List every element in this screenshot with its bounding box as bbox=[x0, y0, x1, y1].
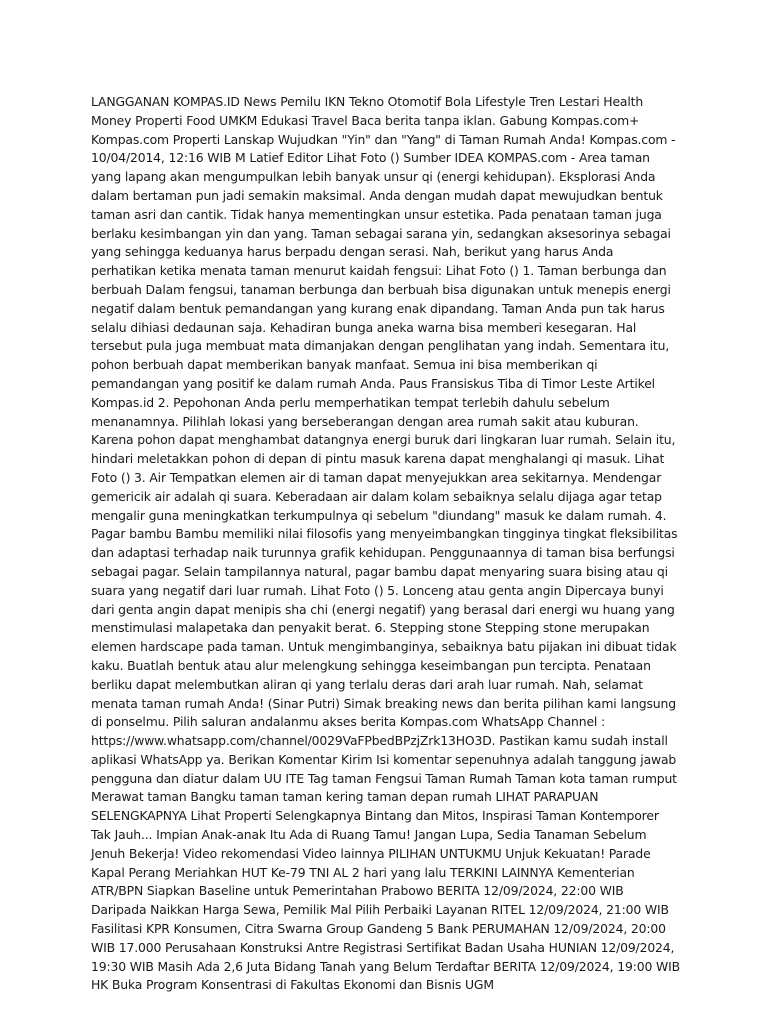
document-page bbox=[91, 93, 681, 995]
document-body-text: LANGGANAN KOMPAS.ID News Pemilu IKN Tekno Otomotif Bola Lifestyle Tren Lestari Health Money Properti Food UMKM Edukasi Travel Baca berita tanpa iklan. Gabung Kompas.com+ Kompas.com Properti Lanskap Wujudkan "Yin" dan "Yang" di Taman Rumah Anda! Kompas.com - 10/04/2014, 12:16 WIB M Latief Editor Lihat Foto () Sumber IDEA KOMPAS.com - Area taman yang lapang akan mengumpulkan lebih banyak unsur qi (energi kehidupan). Eksplorasi Anda dalam bertaman pun jadi semakin maksimal. Anda dengan mudah dapat mewujudkan bentuk taman asri dan cantik. Tidak hanya mementingkan unsur estetika. Pada penataan taman juga berlaku kesimbangan yin dan yang. Taman sebagai sarana yin, sedangkan aksesorinya sebagai yang sehingga keduanya harus berpadu dengan serasi. Nah, berikut yang harus Anda perhatikan ketika menata taman menurut kaidah fengsui: Lihat Foto () 1. Taman berbunga dan berbuah Dalam fengsui, tanaman berbunga dan berbuah bisa digunakan untuk menepis energi negatif dalam bentuk pemandangan yang kurang enak dipandang. Taman Anda pun tak harus selalu dihiasi dedaunan saja. Kehadiran bunga aneka warna bisa memberi kesegaran. Hal tersebut pula juga membuat mata dimanjakan dengan penglihatan yang indah. Sementara itu, pohon berbuah dapat memberikan banyak manfaat. Semua ini bisa memberikan qi pemandangan yang positif ke dalam rumah Anda. Paus Fransiskus Tiba di Timor Leste Artikel Kompas.id 2. Pepohonan Anda perlu memperhatikan tempat terlebih dahulu sebelum menanamnya. Pilihlah lokasi yang berseberangan dengan area rumah sakit atau kuburan. Karena pohon dapat menghambat datangnya energi buruk dari lingkaran luar rumah. Selain itu, hindari meletakkan pohon di depan di pintu masuk karena dapat menghalangi qi masuk. Lihat Foto () 3. Air Tempatkan elemen air di taman dapat menyejukkan area sekitarnya. Mendengar gemericik air adalah qi suara. Keberadaan air dalam kolam sebaiknya selalu dijaga agar tetap mengalir guna meningkatkan terkumpulnya qi sebelum "diundang" masuk ke dalam rumah. 4. Pagar bambu Bambu memiliki nilai filosofis yang menyeimbangkan tingginya tingkat fleksibilitas dan adaptasi terhadap naik turunnya grafik kehidupan. Penggunaannya di taman bisa berfungsi sebagai pagar. Selain tampilannya natural, pagar bambu dapat menyaring suara bising atau qi suara yang negatif dari luar rumah. Lihat Foto () 5. Lonceng atau genta angin Dipercaya bunyi dari genta angin dapat menipis sha chi (energi negatif) yang berasal dari energi wu huang yang menstimulasi malapetaka dan penyakit berat. 6. Stepping stone Stepping stone merupakan elemen hardscape pada taman. Untuk mengimbanginya, sebaiknya batu pijakan ini dibuat tidak kaku. Buatlah bentuk atau alur melengkung sehingga keseimbangan pun tercipta. Penataan berliku dapat melembutkan aliran qi yang terlalu deras dari arah luar rumah. Nah, selamat menata taman rumah Anda! (Sinar Putri) Simak breaking news dan berita pilihan kami langsung di ponselmu. Pilih saluran andalanmu akses berita Kompas.com WhatsApp Channel : https://www.whatsapp.com/channel/0029VaFPbedBPzjZrk13HO3D. Pastikan kamu sudah install aplikasi WhatsApp ya. Berikan Komentar Kirim Isi komentar sepenuhnya adalah tanggung jawab pengguna dan diatur dalam UU ITE Tag taman Fengsui Taman Rumah Taman kota taman rumput Merawat taman Bangku taman taman kering taman depan rumah LIHAT PARAPUAN SELENGKAPNYA Lihat Properti Selengkapnya Bintang dan Mitos, Inspirasi Taman Kontemporer Tak Jauh... Impian Anak-anak Itu Ada di Ruang Tamu! Jangan Lupa, Sedia Tanaman Sebelum Jenuh Bekerja! Video rekomendasi Video lainnya PILIHAN UNTUKMU Unjuk Kekuatan! Parade Kapal Perang Meriahkan HUT Ke-79 TNI AL 2 hari yang lalu TERKINI LAINNYA Kementerian ATR/BPN Siapkan Baseline untuk Pemerintahan Prabowo BERITA 12/09/2024, 22:00 WIB Daripada Naikkan Harga Sewa, Pemilik Mal Pilih Perbaiki Layanan RITEL 12/09/2024, 21:00 WIB Fasilitasi KPR Konsumen, Citra Swarna Group Gandeng 5 Bank PERUMAHAN 12/09/2024, 20:00 WIB 17.000 Perusahaan Konstruksi Antre Registrasi Sertifikat Badan Usaha HUNIAN 12/09/2024, 19:30 WIB Masih Ada 2,6 Juta Bidang Tanah yang Belum Terdaftar BERITA 12/09/2024, 19:00 WIB HK Buka Program Konsentrasi di Fakultas Ekonomi dan Bisnis UGM bbox=[91, 94, 680, 993]
